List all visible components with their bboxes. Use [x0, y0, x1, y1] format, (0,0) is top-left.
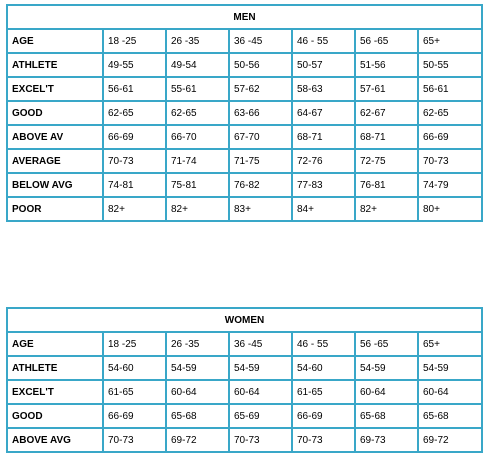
row-label: ABOVE AV [7, 125, 103, 149]
table-cell: 60-64 [355, 380, 418, 404]
table-cell: 51-56 [355, 53, 418, 77]
table-cell: 26 -35 [166, 332, 229, 356]
table-cell: 75-81 [166, 173, 229, 197]
table-cell: 50-56 [229, 53, 292, 77]
row-label: GOOD [7, 101, 103, 125]
table-cell: 54-60 [292, 356, 355, 380]
row-label: AGE [7, 332, 103, 356]
table-cell: 83+ [229, 197, 292, 221]
table-cell: 56 -65 [355, 332, 418, 356]
title-row [7, 308, 482, 332]
table-cell: 66-69 [418, 125, 482, 149]
table-cell: 68-71 [355, 125, 418, 149]
table-cell: 49-54 [166, 53, 229, 77]
table-cell: 65-68 [166, 404, 229, 428]
table-cell: 56 -65 [355, 29, 418, 53]
table-cell: 67-70 [229, 125, 292, 149]
table-cell: 80+ [418, 197, 482, 221]
table-cell: 66-69 [292, 404, 355, 428]
table-cell: 66-70 [166, 125, 229, 149]
table-cell: 18 -25 [103, 29, 166, 53]
table-cell: 57-62 [229, 77, 292, 101]
men-table-title: MEN [7, 5, 482, 29]
row-label: BELOW AVG [7, 173, 103, 197]
table-cell: 65-68 [355, 404, 418, 428]
table-row [7, 356, 482, 380]
table-row [7, 125, 482, 149]
table-cell: 62-65 [103, 101, 166, 125]
row-label: AGE [7, 29, 103, 53]
table-cell: 65+ [418, 29, 482, 53]
table-cell: 69-72 [166, 428, 229, 452]
table-row [7, 428, 482, 452]
table-cell: 63-66 [229, 101, 292, 125]
table-cell: 72-75 [355, 149, 418, 173]
row-label: EXCEL'T [7, 380, 103, 404]
table-cell: 74-81 [103, 173, 166, 197]
men-heart-rate-table [6, 4, 483, 222]
table-cell: 64-67 [292, 101, 355, 125]
table-row [7, 332, 482, 356]
table-cell: 77-83 [292, 173, 355, 197]
table-row [7, 380, 482, 404]
table-cell: 54-59 [418, 356, 482, 380]
women-table-title: WOMEN [7, 308, 482, 332]
table-cell: 36 -45 [229, 29, 292, 53]
table-cell: 82+ [103, 197, 166, 221]
table-cell: 70-73 [292, 428, 355, 452]
table-cell: 66-69 [103, 404, 166, 428]
table-cell: 69-72 [418, 428, 482, 452]
table-cell: 74-79 [418, 173, 482, 197]
table-cell: 54-59 [166, 356, 229, 380]
table-cell: 62-65 [418, 101, 482, 125]
table-cell: 70-73 [103, 149, 166, 173]
title-row [7, 5, 482, 29]
row-label: AVERAGE [7, 149, 103, 173]
table-cell: 76-82 [229, 173, 292, 197]
table-cell: 18 -25 [103, 332, 166, 356]
table-row [7, 197, 482, 221]
table-cell: 71-75 [229, 149, 292, 173]
table-row [7, 101, 482, 125]
table-row [7, 173, 482, 197]
table-cell: 82+ [355, 197, 418, 221]
table-cell: 54-59 [229, 356, 292, 380]
table-cell: 70-73 [103, 428, 166, 452]
table-row [7, 53, 482, 77]
table-cell: 70-73 [418, 149, 482, 173]
table-cell: 54-60 [103, 356, 166, 380]
table-cell: 65-68 [418, 404, 482, 428]
row-label: GOOD [7, 404, 103, 428]
table-cell: 84+ [292, 197, 355, 221]
table-cell: 82+ [166, 197, 229, 221]
table-cell: 26 -35 [166, 29, 229, 53]
table-cell: 70-73 [229, 428, 292, 452]
table-cell: 56-61 [103, 77, 166, 101]
row-label: ATHLETE [7, 356, 103, 380]
table-cell: 60-64 [166, 380, 229, 404]
table-cell: 65-69 [229, 404, 292, 428]
table-cell: 58-63 [292, 77, 355, 101]
row-label: ABOVE AVG [7, 428, 103, 452]
table-cell: 65+ [418, 332, 482, 356]
table-cell: 60-64 [229, 380, 292, 404]
table-cell: 50-55 [418, 53, 482, 77]
table-cell: 72-76 [292, 149, 355, 173]
table-row [7, 404, 482, 428]
table-cell: 68-71 [292, 125, 355, 149]
table-cell: 62-67 [355, 101, 418, 125]
table-cell: 50-57 [292, 53, 355, 77]
table-cell: 46 - 55 [292, 332, 355, 356]
table-row [7, 29, 482, 53]
table-cell: 66-69 [103, 125, 166, 149]
table-cell: 61-65 [103, 380, 166, 404]
table-cell: 60-64 [418, 380, 482, 404]
table-row [7, 149, 482, 173]
table-cell: 71-74 [166, 149, 229, 173]
table-cell: 62-65 [166, 101, 229, 125]
table-cell: 54-59 [355, 356, 418, 380]
table-cell: 69-73 [355, 428, 418, 452]
table-cell: 49-55 [103, 53, 166, 77]
row-label: ATHLETE [7, 53, 103, 77]
table-row [7, 77, 482, 101]
table-cell: 56-61 [418, 77, 482, 101]
table-cell: 46 - 55 [292, 29, 355, 53]
row-label: EXCEL'T [7, 77, 103, 101]
table-cell: 57-61 [355, 77, 418, 101]
table-cell: 61-65 [292, 380, 355, 404]
row-label: POOR [7, 197, 103, 221]
table-cell: 36 -45 [229, 332, 292, 356]
table-cell: 76-81 [355, 173, 418, 197]
table-cell: 55-61 [166, 77, 229, 101]
women-heart-rate-table [6, 307, 483, 453]
